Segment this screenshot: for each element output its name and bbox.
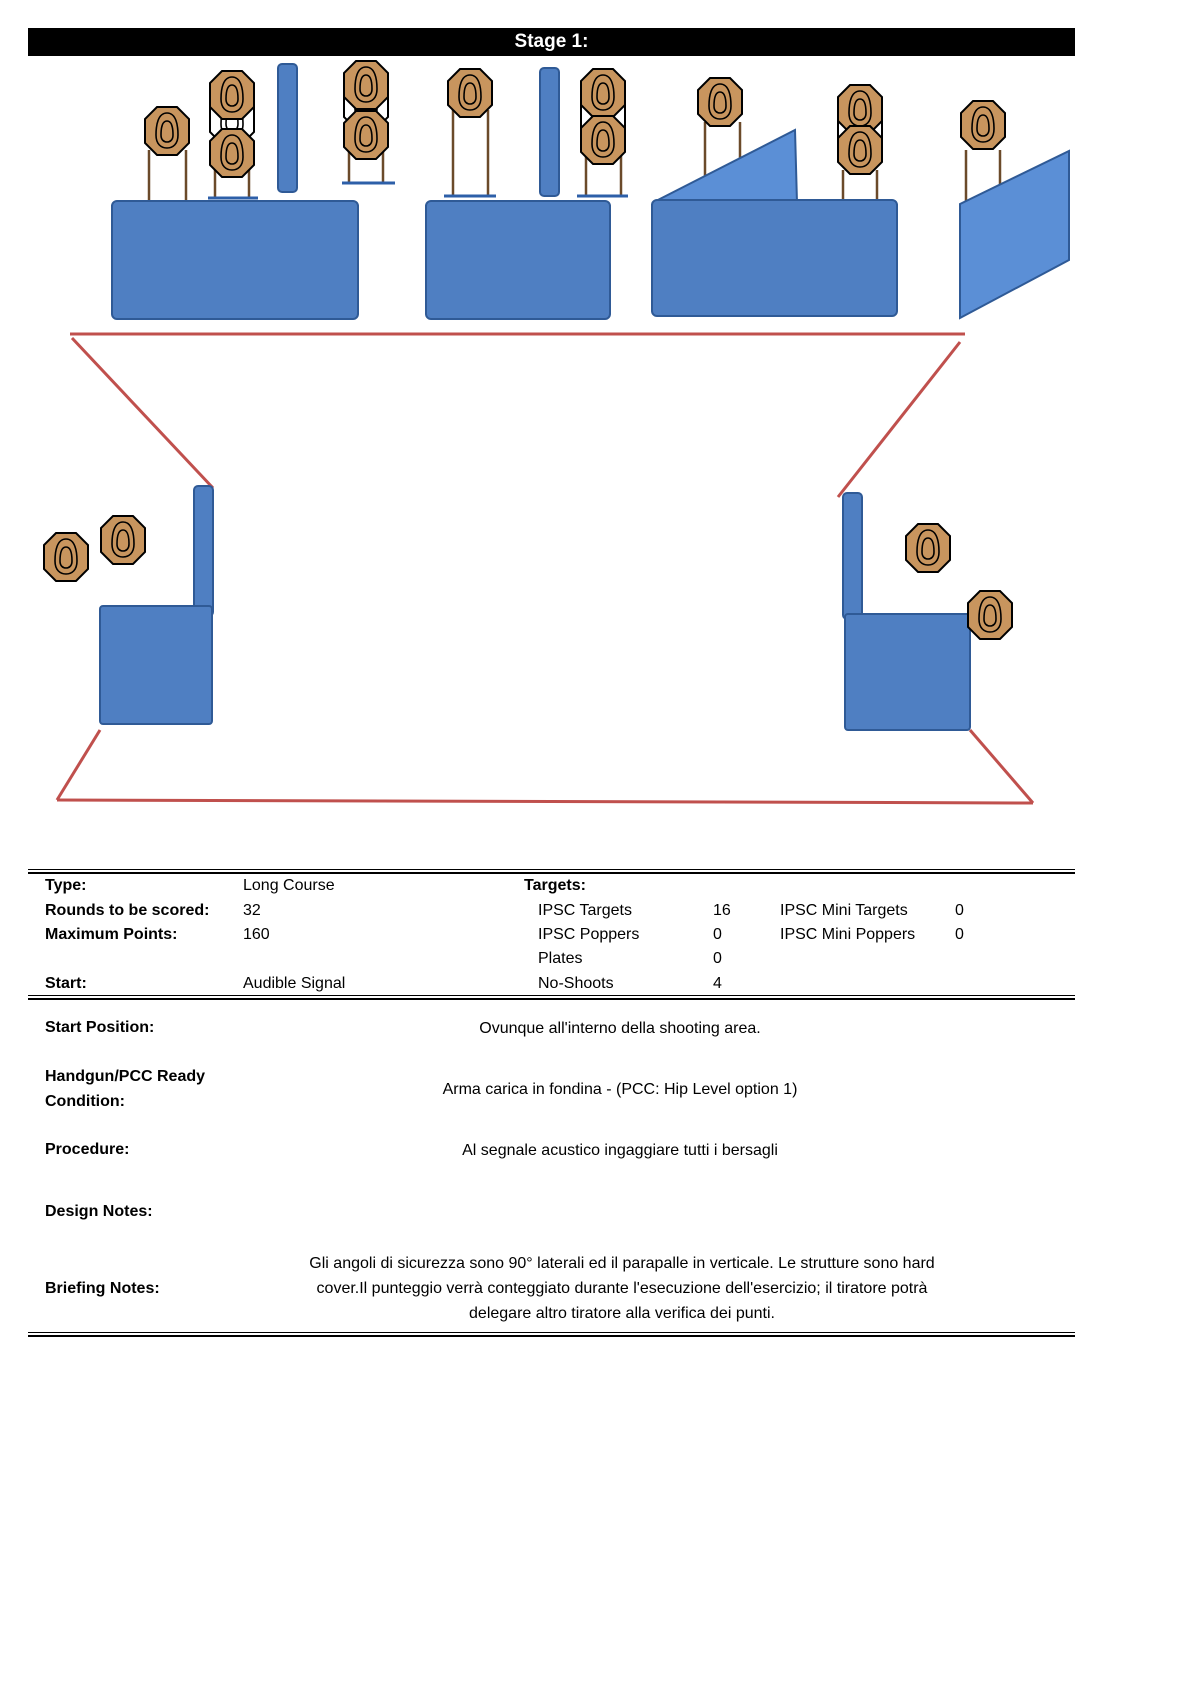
fault-line-left-lower xyxy=(57,730,100,800)
ipsc-poppers-label: IPSC Poppers xyxy=(538,926,640,943)
ipsc-targets-value: 16 xyxy=(713,902,731,919)
procedure-label: Procedure: xyxy=(45,1141,130,1158)
vertical-barrier-2 xyxy=(540,68,559,196)
type-label: Type: xyxy=(45,877,87,894)
rounds-value: 32 xyxy=(243,902,261,919)
ready-condition-value: Arma carica in fondina - (PCC: Hip Level option 1) xyxy=(442,1081,798,1098)
side-wall-left-post xyxy=(194,486,213,616)
mini-targets-value: 0 xyxy=(955,902,964,919)
briefing-notes-line-3: delegare altro tiratore alla verifica dei punti. xyxy=(469,1305,775,1322)
mini-targets-label: IPSC Mini Targets xyxy=(780,902,908,919)
info-top-rule xyxy=(28,869,1075,874)
briefing-notes-line-2: cover.Il punteggio verrà conteggiato durante l'esecuzione dell'esercizio; il tiratore potrà xyxy=(316,1280,928,1297)
fault-line-bottom xyxy=(57,800,1033,803)
procedure-value: Al segnale acustico ingaggiare tutti i bersagli xyxy=(462,1142,778,1159)
start-position-value: Ovunque all'interno della shooting area. xyxy=(479,1020,761,1037)
fault-line-right-lower xyxy=(970,730,1033,803)
noshoots-label: No-Shoots xyxy=(538,975,614,992)
info-bottom-rule xyxy=(28,995,1075,1000)
briefing-notes-line-1: Gli angoli di sicurezza sono 90° laterali ed il parapalle in verticale. Le strutture sono hard xyxy=(309,1255,935,1272)
barrier-wall-3-top xyxy=(652,130,797,203)
ready-condition-label-2: Condition: xyxy=(45,1093,125,1110)
type-value: Long Course xyxy=(243,877,335,894)
targets-label: Targets: xyxy=(524,877,586,894)
ipsc-target-icon xyxy=(44,61,1012,639)
barrier-wall-2 xyxy=(426,201,610,319)
start-value: Audible Signal xyxy=(243,975,346,992)
fault-line-left-upper xyxy=(72,338,213,488)
briefing-notes-label: Briefing Notes: xyxy=(45,1280,160,1297)
stand-bases xyxy=(208,183,628,198)
ipsc-poppers-value: 0 xyxy=(713,926,722,943)
fault-line-right-upper xyxy=(838,342,960,497)
side-wall-right-post xyxy=(843,493,862,619)
side-wall-left xyxy=(100,606,212,724)
design-notes-label: Design Notes: xyxy=(45,1203,153,1220)
ipsc-targets-label: IPSC Targets xyxy=(538,902,632,919)
side-wall-right xyxy=(845,614,970,730)
ready-condition-label-1: Handgun/PCC Ready xyxy=(45,1068,206,1085)
rounds-label: Rounds to be scored: xyxy=(45,902,210,919)
start-label: Start: xyxy=(45,975,87,992)
mini-poppers-value: 0 xyxy=(955,926,964,943)
barrier-wall-1 xyxy=(112,201,358,319)
stage-diagram xyxy=(0,0,1103,840)
plates-value: 0 xyxy=(713,950,722,967)
points-label: Maximum Points: xyxy=(45,926,178,943)
details-bottom-rule xyxy=(28,1332,1075,1337)
vertical-barrier-1 xyxy=(278,64,297,192)
noshoots-value: 4 xyxy=(713,975,722,992)
points-value: 160 xyxy=(243,926,270,943)
barrier-wall-3 xyxy=(652,200,897,316)
stage-title: Stage 1: xyxy=(28,28,1075,56)
plates-label: Plates xyxy=(538,950,583,967)
start-position-label: Start Position: xyxy=(45,1019,155,1036)
mini-poppers-label: IPSC Mini Poppers xyxy=(780,926,916,943)
barrier-wall-4 xyxy=(960,151,1069,318)
